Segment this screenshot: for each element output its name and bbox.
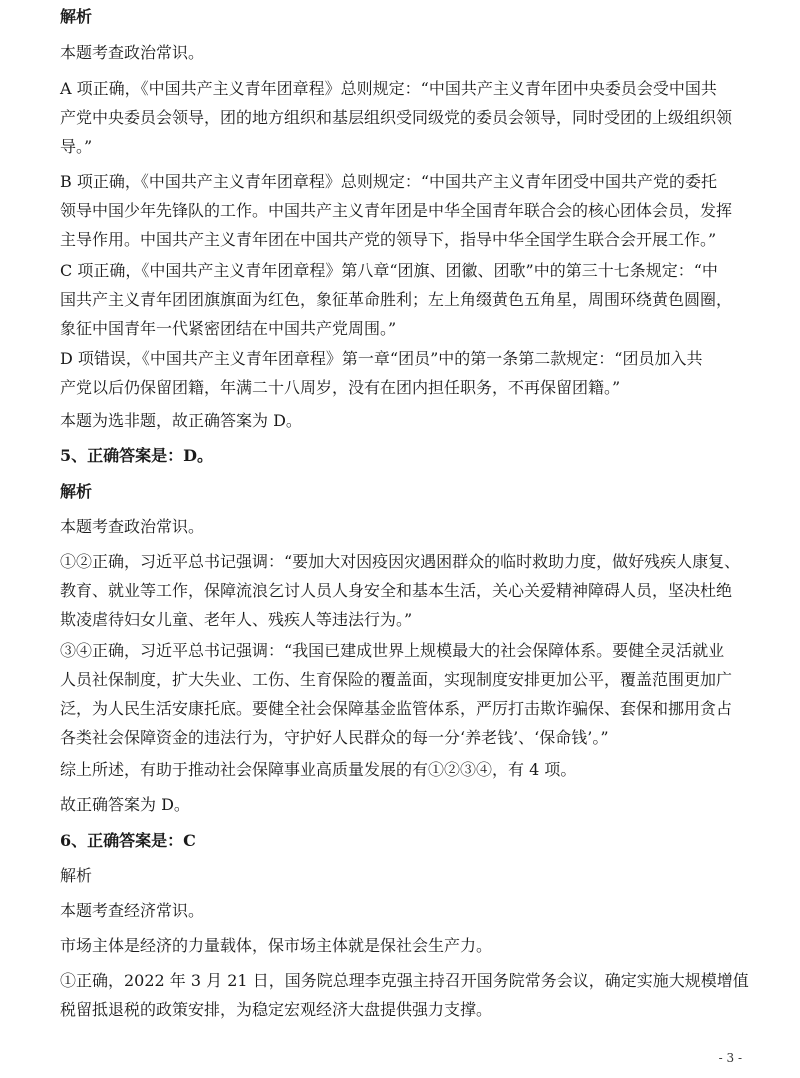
paragraph xyxy=(60,344,760,402)
paragraph xyxy=(60,790,760,819)
text-line: 解析 xyxy=(60,866,93,885)
text-line: A 项正确，《中国共产主义青年团章程》总则规定：“中国共产主义青年团中央委员会受中国共 xyxy=(60,79,717,98)
paragraph xyxy=(60,931,760,960)
text-line: 市场主体是经济的力量载体，保市场主体就是保社会生产力。 xyxy=(60,936,493,955)
paragraph xyxy=(60,167,760,254)
text-line: 象征中国青年一代紧密团结在中国共产党周围。” xyxy=(60,319,397,338)
text-line: 国共产主义青年团团旗旗面为红色，象征革命胜利；左上角缀黄色五角星，周围环绕黄色圆圈， xyxy=(60,290,733,309)
text-line: 5、正确答案是：D。 xyxy=(60,446,214,465)
paragraph xyxy=(60,406,760,435)
text-line: C 项正确，《中国共产主义青年团章程》第八章“团旗、团徽、团歌”中的第三十七条规定：“中 xyxy=(60,261,718,280)
section-heading xyxy=(60,2,760,31)
text-line: D 项错误，《中国共产主义青年团章程》第一章“团员”中的第一条第二款规定：“团员加入共 xyxy=(60,349,703,368)
text-line: 导。” xyxy=(60,137,93,156)
paragraph xyxy=(60,636,760,752)
text-line: 泛，为人民生活安康托底。要健全社会保障基金监管体系，严厉打击欺诈骗保、套保和挪用贪占 xyxy=(60,699,733,718)
text-line: 解析 xyxy=(60,7,93,26)
text-line: 各类社会保障资金的违法行为，守护好人民群众的每一分‘养老钱’、‘保命钱’。” xyxy=(60,728,609,747)
text-line: 领导中国少年先锋队的工作。中国共产主义青年团是中华全国青年联合会的核心团体会员，发挥 xyxy=(60,201,733,220)
text-line: 解析 xyxy=(60,482,93,501)
text-line: 欺凌虐待妇女儿童、老年人、残疾人等违法行为。” xyxy=(60,610,413,629)
paragraph xyxy=(60,256,760,343)
paragraph xyxy=(60,755,760,784)
text-line: 产党中央委员会领导，团的地方组织和基层组织受同级党的委员会领导，同时受团的上级组织领 xyxy=(60,108,733,127)
text-line: 6、正确答案是：C xyxy=(60,831,196,850)
text-line: 主导作用。中国共产主义青年团在中国共产党的领导下，指导中华全国学生联合会开展工作。” xyxy=(60,230,717,249)
text-line: 税留抵退税的政策安排，为稳定宏观经济大盘提供强力支撑。 xyxy=(60,1000,493,1019)
text-line: ①正确，2022 年 3 月 21 日，国务院总理李克强主持召开国务院常务会议，确定实施大规模增值 xyxy=(60,971,749,990)
text-line: 综上所述，有助于推动社会保障事业高质量发展的有①②③④，有 4 项。 xyxy=(60,760,577,779)
text-line: 本题为选非题，故正确答案为 D。 xyxy=(60,411,302,430)
text-line: 教育、就业等工作，保障流浪乞讨人员人身安全和基本生活，关心关爱精神障碍人员，坚决杜绝 xyxy=(60,581,733,600)
page-number: - 3 - xyxy=(718,1051,742,1065)
answer-heading xyxy=(60,826,760,855)
text-line: ①②正确，习近平总书记强调：“要加大对因疫因灾遇困群众的临时救助力度，做好残疾人康复、 xyxy=(60,552,741,571)
paragraph xyxy=(60,512,760,541)
text-line: 本题考查政治常识。 xyxy=(60,517,205,536)
text-line: ③④正确，习近平总书记强调：“我国已建成世界上规模最大的社会保障体系。要健全灵活就业 xyxy=(60,641,725,660)
paragraph xyxy=(60,38,760,67)
paragraph xyxy=(60,547,760,634)
section-heading xyxy=(60,477,760,506)
answer-heading xyxy=(60,441,760,470)
section-heading xyxy=(60,861,760,890)
text-line: B 项正确，《中国共产主义青年团章程》总则规定：“中国共产主义青年团受中国共产党的委托 xyxy=(60,172,718,191)
text-line: 本题考查经济常识。 xyxy=(60,901,205,920)
text-line: 产党以后仍保留团籍，年满二十八周岁，没有在团内担任职务，不再保留团籍。” xyxy=(60,378,621,397)
text-line: 人员社保制度，扩大失业、工伤、生育保险的覆盖面，实现制度安排更加公平，覆盖范围更加广 xyxy=(60,670,733,689)
paragraph xyxy=(60,966,760,1024)
paragraph xyxy=(60,74,760,161)
text-line: 故正确答案为 D。 xyxy=(60,795,190,814)
paragraph xyxy=(60,896,760,925)
text-line: 本题考查政治常识。 xyxy=(60,43,205,62)
